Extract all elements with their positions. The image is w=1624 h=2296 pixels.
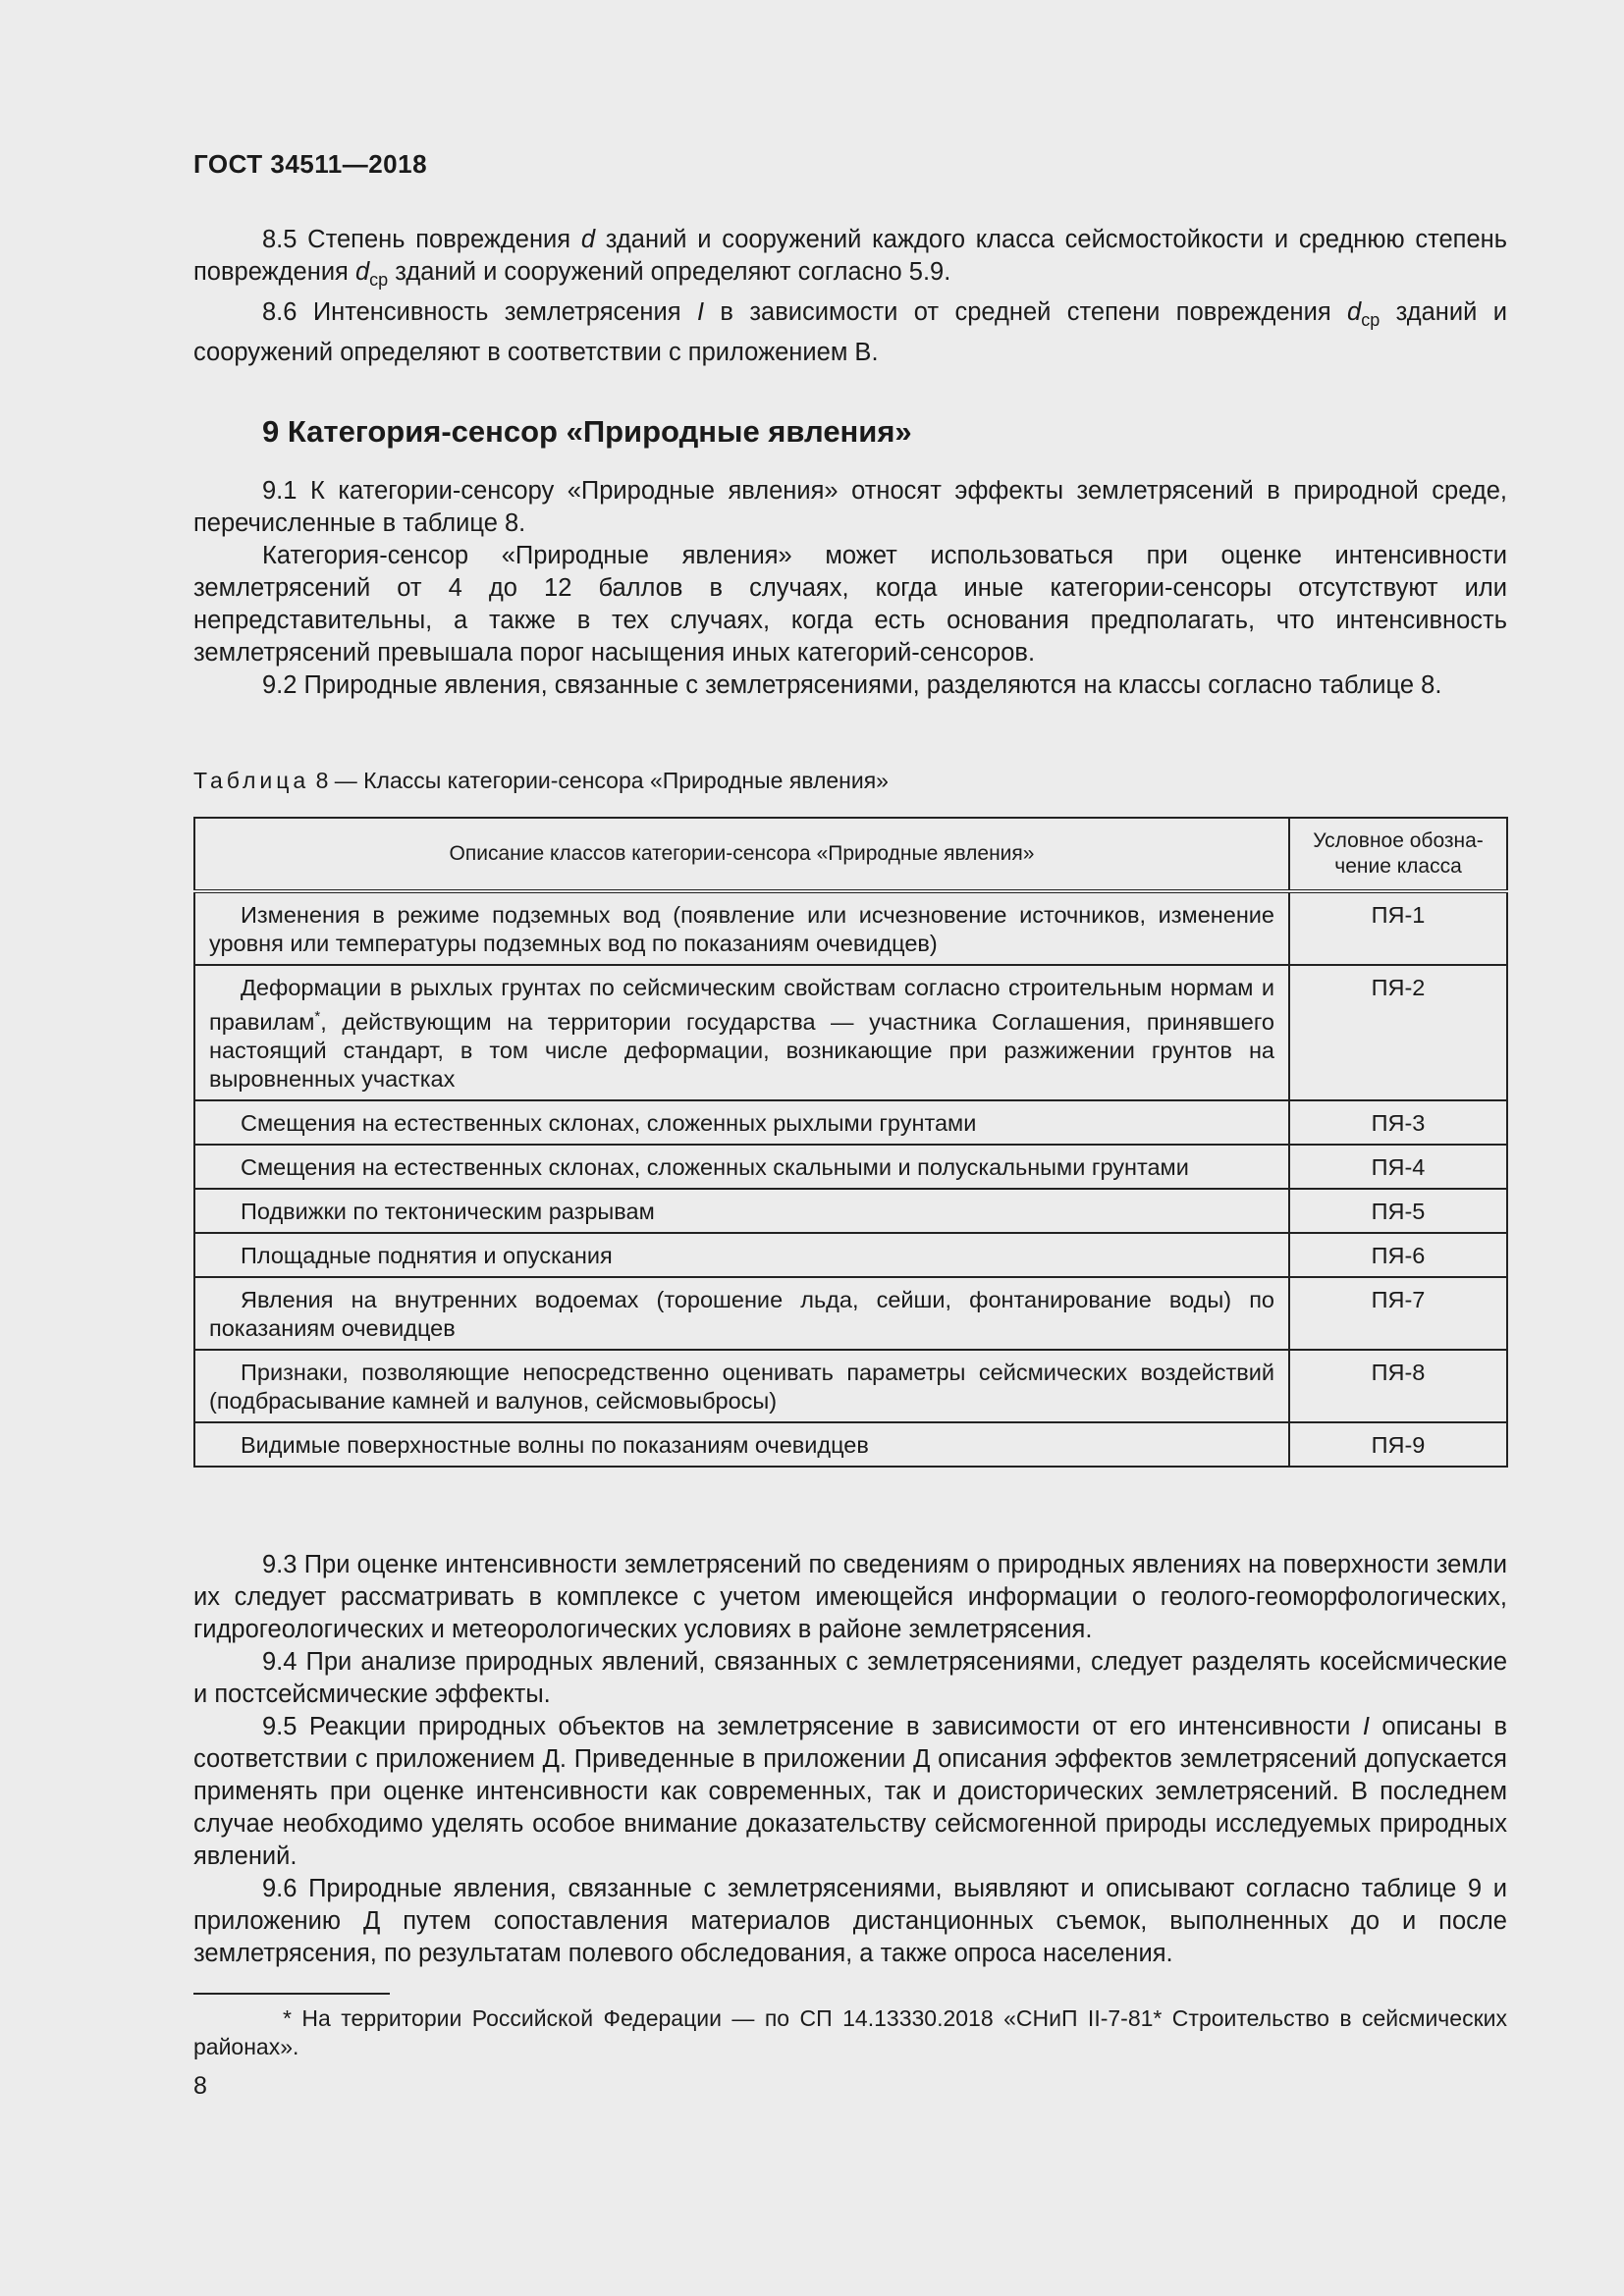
- paragraph-8-5: 8.5 Степень повреждения d зданий и сооружений каждого класса сейсмостойкости и среднюю степень повреждения $d_{ср}$ зданий и сооружений определяют согласно 5.9.: [193, 226, 1507, 290]
- footnote-separator: [193, 1993, 390, 1995]
- section-9-text: [193, 475, 1507, 702]
- table-cell-description: Подвижки по тектоническим разрывам: [194, 1189, 1289, 1233]
- table-row: [194, 1145, 1507, 1189]
- table-cell-code: ПЯ-2: [1289, 965, 1507, 1100]
- section-9-after-table: [193, 1549, 1507, 1970]
- table-cell-description: Явления на внутренних водоемах (торошение льда, сейши, фонтанирование воды) по показаниям очевидцев: [194, 1277, 1289, 1350]
- table-row: [194, 1277, 1507, 1350]
- table-header-code: Условное обозна-чение класса: [1289, 818, 1507, 891]
- table-cell-description: Изменения в режиме подземных вод (появление или исчезновение источников, изменение уровня или температуры подземных вод по показаниям очевидцев): [194, 891, 1289, 965]
- table-cell-code: ПЯ-6: [1289, 1233, 1507, 1277]
- paragraph-8-6: 8.6 Интенсивность землетрясения I в зависимости от средней степени повреждения $d_{ср}$ зданий и сооружений определяют в соответствии с приложением В.: [193, 298, 1507, 366]
- table-cell-code: ПЯ-9: [1289, 1422, 1507, 1467]
- table-cell-code: ПЯ-3: [1289, 1100, 1507, 1145]
- footnote: * На территории Российской Федерации — по СП 14.13330.2018 «СНиП II-7-81* Строительство в сейсмических районах».: [193, 2005, 1507, 2059]
- paragraph-9-4: 9.4 При анализе природных явлений, связанных с землетрясениями, следует разделять косейсмические и постсейсмические эффекты.: [193, 1648, 1507, 1708]
- table-header-description: Описание классов категории-сенсора «Природные явления»: [194, 818, 1289, 891]
- page-number: 8: [193, 2072, 207, 2100]
- table-cell-code: ПЯ-4: [1289, 1145, 1507, 1189]
- paragraph-9-1-continued: Категория-сенсор «Природные явления» может использоваться при оценке интенсивности землетрясений от 4 до 12 баллов в случаях, когда иные категории-сенсоры отсутствуют или непредставительны, а также в тех случаях, когда есть основания предполагать, что интенсивность землетрясений превышала порог насыщения иных категорий-сенсоров.: [193, 542, 1507, 667]
- table-8: [193, 817, 1508, 1468]
- table-row: [194, 1100, 1507, 1145]
- section-9-heading: 9 Категория-сенсор «Природные явления»: [262, 414, 912, 449]
- table-cell-code: ПЯ-1: [1289, 891, 1507, 965]
- paragraph-9-5: 9.5 Реакции природных объектов на землетрясение в зависимости от его интенсивности I описаны в соответствии с приложением Д. Приведенные в приложении Д описания эффектов землетрясений допускается применять при оценке интенсивности как современных, так и доисторических землетрясений. В последнем случае необходимо уделять особое внимание доказательству сейсмогенной природы исследуемых природных явлений.: [193, 1713, 1507, 1870]
- table-cell-description: Признаки, позволяющие непосредственно оценивать параметры сейсмических воздействий (подбрасывание камней и валунов, сейсмовыбросы): [194, 1350, 1289, 1422]
- table-cell-description: Деформации в рыхлых грунтах по сейсмическим свойствам согласно строительным нормам и правилам*, действующим на территории государства — участника Соглашения, принявшего настоящий стандарт, в том числе деформации, возникающие при разжижении грунтов на выровненных участках: [194, 965, 1289, 1100]
- table-cell-description: Площадные поднятия и опускания: [194, 1233, 1289, 1277]
- paragraph-9-1: 9.1 К категории-сенсору «Природные явления» относят эффекты землетрясений в природной среде, перечисленные в таблице 8.: [193, 477, 1507, 537]
- table-row: [194, 965, 1507, 1100]
- table-cell-code: ПЯ-7: [1289, 1277, 1507, 1350]
- table-8-caption: Таблица 8 — Классы категории-сенсора «Природные явления»: [193, 768, 889, 793]
- table-cell-code: ПЯ-8: [1289, 1350, 1507, 1422]
- paragraph-9-2: 9.2 Природные явления, связанные с землетрясениями, разделяются на классы согласно таблице 8.: [262, 671, 1442, 699]
- paragraph-9-6: 9.6 Природные явления, связанные с землетрясениями, выявляют и описывают согласно таблице 9 и приложению Д путем сопоставления материалов дистанционных съемок, выполненных до и после землетрясения, по результатам полевого обследования, а также опроса населения.: [193, 1875, 1507, 1967]
- table-cell-description: Видимые поверхностные волны по показаниям очевидцев: [194, 1422, 1289, 1467]
- table-cell-description: Смещения на естественных склонах, сложенных скальными и полускальными грунтами: [194, 1145, 1289, 1189]
- table-row: [194, 1422, 1507, 1467]
- footnote-marker: *: [314, 1008, 321, 1025]
- table-row: [194, 891, 1507, 965]
- section-8-text: [193, 224, 1507, 369]
- table-row: [194, 1350, 1507, 1422]
- paragraph-9-3: 9.3 При оценке интенсивности землетрясений по сведениям о природных явлениях на поверхности земли их следует рассматривать в комплексе с учетом имеющейся информации о геолого-геоморфологических, гидрогеологических и метеорологических условиях в районе землетрясения.: [193, 1551, 1507, 1643]
- table-row: [194, 1189, 1507, 1233]
- table-cell-code: ПЯ-5: [1289, 1189, 1507, 1233]
- table-row: [194, 1233, 1507, 1277]
- table-cell-description: Смещения на естественных склонах, сложенных рыхлыми грунтами: [194, 1100, 1289, 1145]
- document-header: ГОСТ 34511—2018: [193, 149, 428, 179]
